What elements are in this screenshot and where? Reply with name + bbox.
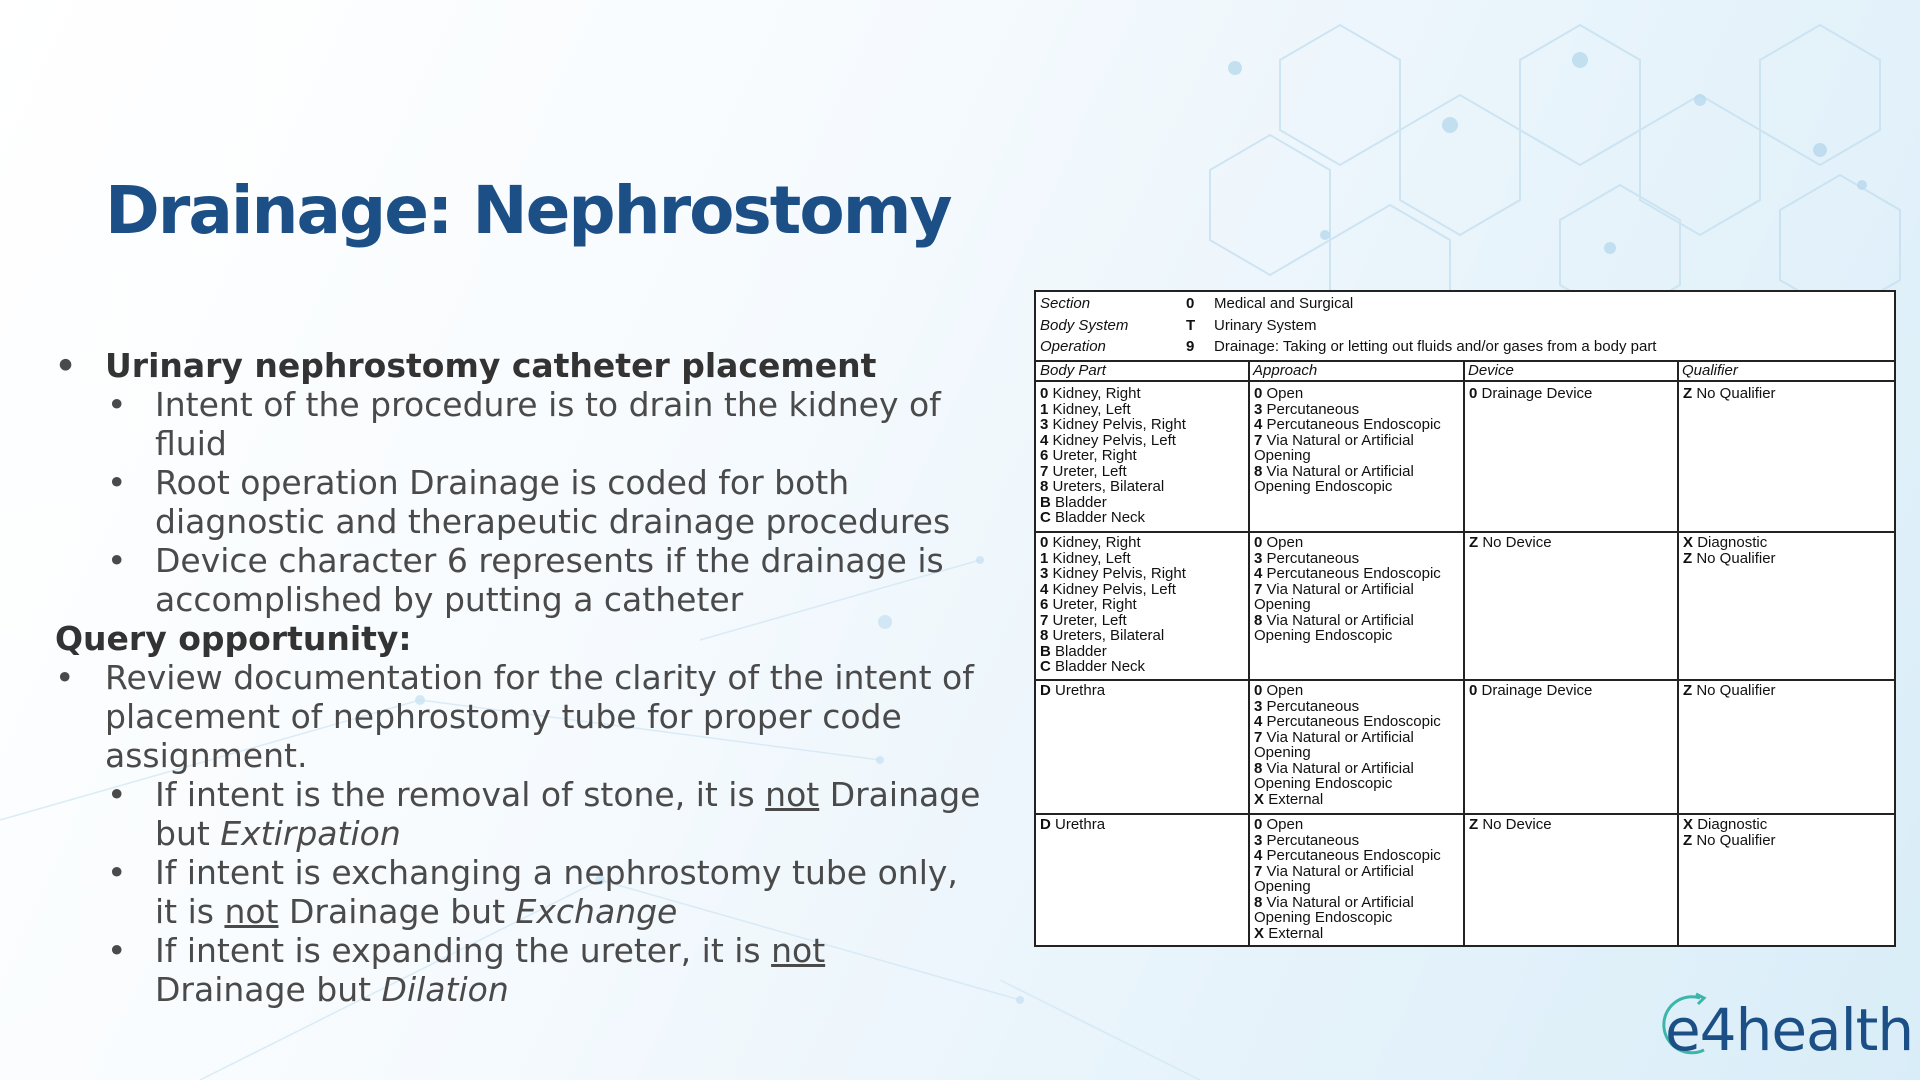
bullet-review-documentation: • Review documentation for the clarity of the intent of placement of nephrostomy tube for proper code assignment. xyxy=(55,658,985,775)
approach-item: Opening Endoscopic xyxy=(1254,478,1393,495)
qualifier-item: Z No Qualifier xyxy=(1683,831,1776,849)
query-bullet-list xyxy=(55,658,985,1009)
text: Drainage but xyxy=(278,892,516,931)
term-extirpation: Extirpation xyxy=(220,814,401,853)
device-item: 0 Drainage Device xyxy=(1469,385,1593,402)
col-header-device: Device xyxy=(1464,360,1678,382)
row3-approaches xyxy=(1250,683,1462,807)
approach-item: 8 Via Natural or Artificial xyxy=(1254,759,1414,777)
approach-item: 0 Open xyxy=(1254,385,1304,402)
qualifier-item: X Diagnostic xyxy=(1683,534,1768,551)
col-header-body-part: Body Part xyxy=(1036,360,1249,382)
emphasis-not: not xyxy=(224,892,279,931)
approach-item: X External xyxy=(1254,924,1324,942)
approach-item: 7 Via Natural or Artificial xyxy=(1254,728,1414,746)
operation-label: Operation xyxy=(1040,338,1106,355)
text: If intent is the removal of stone, it is xyxy=(155,775,766,814)
body-part-item: 4 Kidney Pelvis, Left xyxy=(1040,431,1176,449)
body-part-item: 3 Kidney Pelvis, Right xyxy=(1040,416,1186,433)
approach-item: 3 Percutaneous xyxy=(1254,549,1360,567)
row3-device xyxy=(1465,683,1677,699)
bullet-nephrostomy-placement: • Urinary nephrostomy catheter placement xyxy=(55,346,985,385)
divider xyxy=(1036,813,1894,815)
row1-device xyxy=(1465,386,1677,402)
bullet-dilation xyxy=(55,931,985,1009)
approach-item: 0 Open xyxy=(1254,682,1304,699)
body-part-item: 3 Kidney Pelvis, Right xyxy=(1040,565,1186,582)
body-part-item: 1 Kidney, Left xyxy=(1040,549,1131,567)
approach-item: 7 Via Natural or Artificial xyxy=(1254,862,1414,880)
row1-qualifier xyxy=(1679,386,1891,402)
body-part-item: B Bladder xyxy=(1040,493,1107,511)
table-header xyxy=(1036,292,1894,362)
approach-item: Opening Endoscopic xyxy=(1254,775,1393,792)
divider xyxy=(1036,679,1894,681)
approach-item: 4 Percutaneous Endoscopic xyxy=(1254,416,1441,433)
body-part-item: 4 Kidney Pelvis, Left xyxy=(1040,580,1176,598)
approach-item: 3 Percutaneous xyxy=(1254,400,1360,418)
bullet-intent-drain: • Intent of the procedure is to drain the kidney of fluid xyxy=(55,385,985,463)
qualifier-item: Z No Qualifier xyxy=(1683,549,1776,567)
body-part-item: 8 Ureters, Bilateral xyxy=(1040,627,1165,644)
approach-item: 3 Percutaneous xyxy=(1254,831,1360,849)
section-code: 0 xyxy=(1186,295,1195,312)
row3-body-parts xyxy=(1036,683,1248,699)
approach-item: 0 Open xyxy=(1254,534,1304,551)
approach-item: 0 Open xyxy=(1254,816,1304,833)
bullet-device-character: • Device character 6 represents if the drainage is accomplished by putting a catheter xyxy=(55,541,985,619)
approach-item: 8 Via Natural or Artificial xyxy=(1254,611,1414,629)
row2-body-parts xyxy=(1036,535,1248,675)
row1-approaches xyxy=(1250,386,1462,495)
divider xyxy=(1463,360,1465,945)
row4-body-parts xyxy=(1036,817,1248,833)
approach-item: 7 Via Natural or Artificial xyxy=(1254,431,1414,449)
bullet-list xyxy=(55,346,985,619)
bullet-extirpation xyxy=(55,775,985,853)
approach-item: 4 Percutaneous Endoscopic xyxy=(1254,713,1441,730)
device-item: 0 Drainage Device xyxy=(1469,682,1593,699)
term-dilation: Dilation xyxy=(381,970,509,1009)
row1-body-parts xyxy=(1036,386,1248,526)
col-header-approach: Approach xyxy=(1249,360,1464,382)
bullet-root-operation: • Root operation Drainage is coded for both diagnostic and therapeutic drainage procedures xyxy=(55,463,985,541)
approach-item: Opening xyxy=(1254,447,1311,464)
body-part-item: 7 Ureter, Left xyxy=(1040,611,1127,629)
icd-pcs-table xyxy=(1034,290,1896,947)
approach-item: 4 Percutaneous Endoscopic xyxy=(1254,565,1441,582)
row4-approaches xyxy=(1250,817,1462,941)
divider xyxy=(1677,360,1679,945)
slide-content xyxy=(55,346,985,1009)
body-part-item: C Bladder Neck xyxy=(1040,658,1146,675)
approach-item: Opening xyxy=(1254,596,1311,613)
approach-item: 8 Via Natural or Artificial xyxy=(1254,462,1414,480)
operation-code: 9 xyxy=(1186,338,1195,355)
device-item: Z No Device xyxy=(1469,534,1552,551)
page-title: Drainage: Nephrostomy xyxy=(105,172,951,249)
body-part-item: 6 Ureter, Right xyxy=(1040,447,1137,464)
term-exchange: Exchange xyxy=(515,892,678,931)
row2-qualifier xyxy=(1679,535,1891,566)
text: Drainage but xyxy=(155,970,382,1009)
approach-item: Opening Endoscopic xyxy=(1254,909,1393,926)
body-part-item: 0 Kidney, Right xyxy=(1040,534,1141,551)
qualifier-item: Z No Qualifier xyxy=(1683,682,1776,699)
text: If intent is exchanging a nephrostomy tube only, it is xyxy=(155,853,958,931)
qualifier-item: X Diagnostic xyxy=(1683,816,1768,833)
body-part-item: D Urethra xyxy=(1040,682,1106,699)
query-heading: Query opportunity: xyxy=(55,619,412,658)
body-part-item: 1 Kidney, Left xyxy=(1040,400,1131,418)
body-part-item: C Bladder Neck xyxy=(1040,509,1146,526)
row4-device xyxy=(1465,817,1677,833)
approach-item: 7 Via Natural or Artificial xyxy=(1254,580,1414,598)
approach-item: Opening Endoscopic xyxy=(1254,627,1393,644)
body-system-value: Urinary System xyxy=(1214,317,1317,334)
qualifier-item: Z No Qualifier xyxy=(1683,385,1776,402)
body-part-item: D Urethra xyxy=(1040,816,1106,833)
body-part-item: B Bladder xyxy=(1040,642,1107,660)
text: If intent is expanding the ureter, it is xyxy=(155,931,772,970)
approach-item: X External xyxy=(1254,790,1324,808)
device-item: Z No Device xyxy=(1469,816,1552,833)
divider xyxy=(1036,531,1894,533)
row3-qualifier xyxy=(1679,683,1891,699)
body-part-item: 0 Kidney, Right xyxy=(1040,385,1141,402)
section-label: Section xyxy=(1040,295,1091,312)
body-system-code: T xyxy=(1186,317,1196,334)
col-header-qualifier: Qualifier xyxy=(1678,360,1894,382)
approach-item: 8 Via Natural or Artificial xyxy=(1254,893,1414,911)
row2-approaches xyxy=(1250,535,1462,644)
body-part-item: 7 Ureter, Left xyxy=(1040,462,1127,480)
e4health-logo: e4health xyxy=(1665,996,1914,1064)
emphasis-not: not xyxy=(765,775,820,814)
text: Drainage but xyxy=(155,775,981,853)
operation-value: Drainage: Taking or letting out fluids and/or gases from a body part xyxy=(1214,338,1657,355)
approach-item: 3 Percutaneous xyxy=(1254,697,1360,715)
body-part-item: 8 Ureters, Bilateral xyxy=(1040,478,1165,495)
approach-item: 4 Percutaneous Endoscopic xyxy=(1254,847,1441,864)
approach-item: Opening xyxy=(1254,878,1311,895)
bullet-exchange xyxy=(55,853,985,931)
emphasis-not: not xyxy=(771,931,826,970)
section-value: Medical and Surgical xyxy=(1214,295,1354,312)
row2-device xyxy=(1465,535,1677,551)
approach-item: Opening xyxy=(1254,744,1311,761)
body-system-label: Body System xyxy=(1040,317,1129,334)
row4-qualifier xyxy=(1679,817,1891,848)
body-part-item: 6 Ureter, Right xyxy=(1040,596,1137,613)
